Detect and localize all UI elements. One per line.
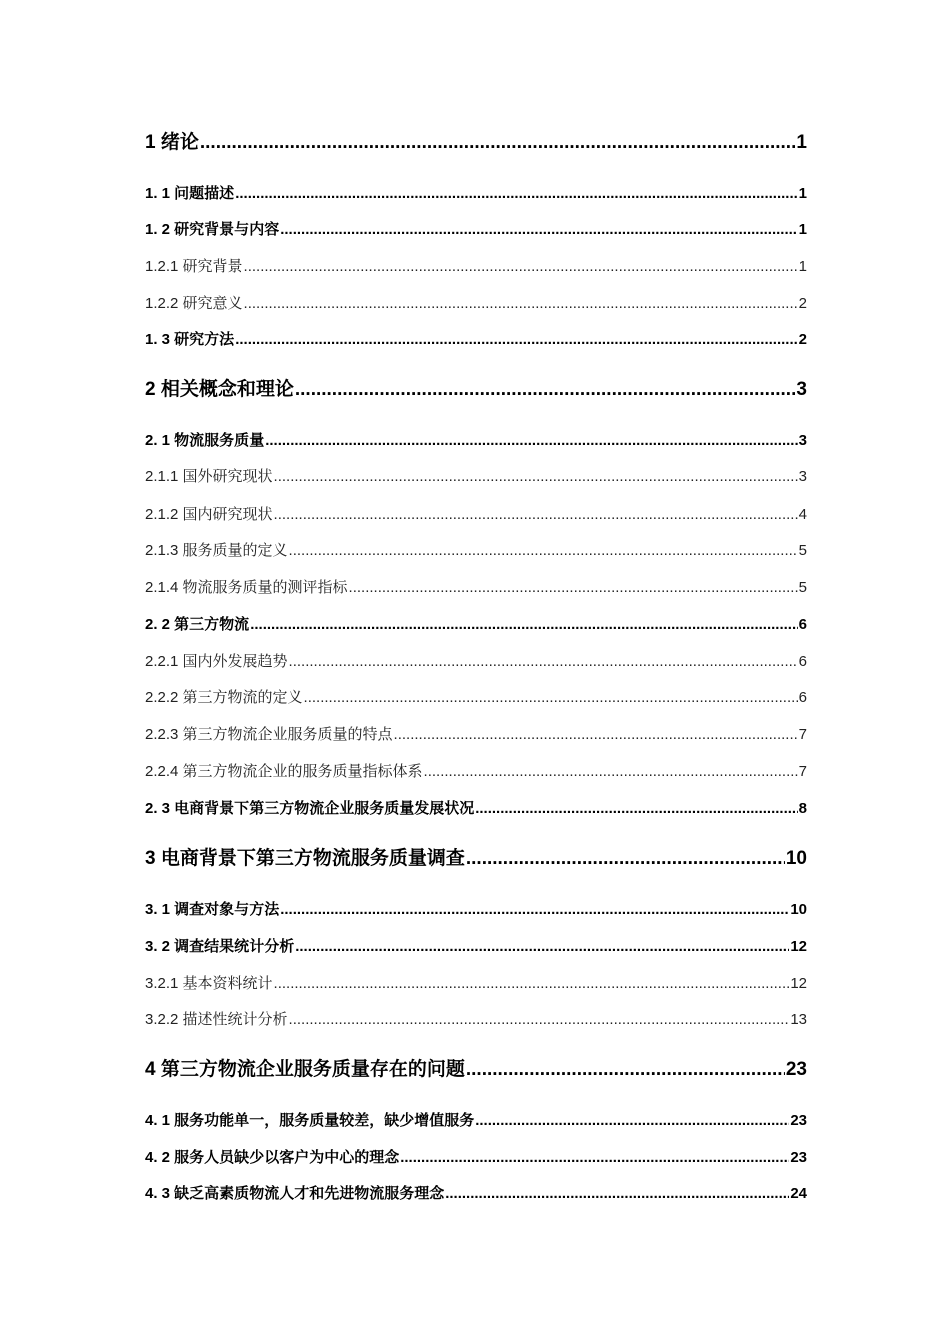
toc-entry-title: 2.1.2 国内研究现状 bbox=[145, 506, 273, 523]
toc-entry[interactable] bbox=[145, 848, 807, 870]
toc-entry[interactable] bbox=[145, 901, 807, 919]
toc-entry[interactable] bbox=[145, 295, 807, 313]
toc-entry-title: 3.2.1 基本资料统计 bbox=[145, 975, 273, 992]
toc-entry-page: 6 bbox=[798, 689, 807, 706]
toc-entry[interactable] bbox=[145, 653, 807, 671]
toc-entry[interactable] bbox=[145, 579, 807, 597]
toc-leader-dots bbox=[235, 185, 797, 203]
toc-leader-dots bbox=[244, 295, 798, 313]
toc-entry-title: 1 绪论 bbox=[145, 132, 199, 153]
toc-entry[interactable] bbox=[145, 938, 807, 956]
toc-entry-title: 2.2.1 国内外发展趋势 bbox=[145, 653, 288, 670]
toc-entry-page: 23 bbox=[790, 1112, 807, 1129]
toc-entry-title: 3. 2 调查结果统计分析 bbox=[145, 938, 295, 955]
toc-entry-page: 24 bbox=[790, 1185, 807, 1202]
toc-entry-page: 6 bbox=[798, 616, 807, 633]
toc-entry-page: 23 bbox=[785, 1059, 807, 1080]
toc-leader-dots bbox=[394, 726, 798, 744]
toc-entry[interactable] bbox=[145, 616, 807, 634]
toc-entry[interactable] bbox=[145, 468, 807, 486]
toc-entry-page: 8 bbox=[798, 800, 807, 817]
toc-entry-page: 1 bbox=[798, 258, 807, 275]
toc-entry-title: 2 相关概念和理论 bbox=[145, 379, 294, 400]
toc-entry[interactable] bbox=[145, 379, 807, 401]
toc-leader-dots bbox=[445, 1185, 789, 1203]
toc-entry-title: 1. 3 研究方法 bbox=[145, 331, 235, 348]
toc-entry-title: 2. 1 物流服务质量 bbox=[145, 432, 265, 449]
toc-leader-dots bbox=[289, 1011, 790, 1029]
toc-entry-page: 1 bbox=[798, 221, 807, 238]
toc-entry-page: 5 bbox=[798, 579, 807, 596]
toc-leader-dots bbox=[280, 901, 789, 919]
toc-leader-dots bbox=[349, 579, 798, 597]
toc-entry-title: 1. 2 研究背景与内容 bbox=[145, 221, 280, 238]
toc-entry-page: 1 bbox=[798, 185, 807, 202]
toc-entry[interactable] bbox=[145, 1011, 807, 1029]
toc-entry-title: 1.2.1 研究背景 bbox=[145, 258, 243, 275]
toc-leader-dots bbox=[274, 506, 798, 524]
toc-entry-title: 2.2.4 第三方物流企业的服务质量指标体系 bbox=[145, 763, 423, 780]
toc-entry-page: 12 bbox=[790, 938, 807, 955]
toc-entry[interactable] bbox=[145, 542, 807, 560]
toc-entry[interactable] bbox=[145, 689, 807, 707]
toc-entry-page: 6 bbox=[798, 653, 807, 670]
toc-entry[interactable] bbox=[145, 763, 807, 781]
toc-entry[interactable] bbox=[145, 258, 807, 276]
toc-leader-dots bbox=[250, 616, 797, 634]
toc-entry[interactable] bbox=[145, 975, 807, 993]
toc-leader-dots bbox=[475, 1112, 789, 1130]
toc-entry[interactable] bbox=[145, 432, 807, 450]
toc-entry-title: 3 电商背景下第三方物流服务质量调查 bbox=[145, 848, 465, 869]
toc-entry[interactable] bbox=[145, 1112, 807, 1130]
toc-entry[interactable] bbox=[145, 506, 807, 524]
toc-leader-dots bbox=[424, 763, 798, 781]
toc-leader-dots bbox=[244, 258, 798, 276]
toc-entry-title: 1. 1 问题描述 bbox=[145, 185, 235, 202]
toc-leader-dots bbox=[466, 1059, 785, 1081]
toc-entry-page: 12 bbox=[790, 975, 807, 992]
toc-entry[interactable] bbox=[145, 1149, 807, 1167]
toc-entry-page: 1 bbox=[796, 132, 807, 153]
toc-entry-title: 4. 2 服务人员缺少以客户为中心的理念 bbox=[145, 1149, 400, 1166]
toc-entry-page: 7 bbox=[798, 726, 807, 743]
toc-entry[interactable] bbox=[145, 1185, 807, 1203]
toc-leader-dots bbox=[295, 379, 796, 401]
toc-entry-page: 10 bbox=[790, 901, 807, 918]
toc-leader-dots bbox=[400, 1149, 789, 1167]
toc-entry-title: 4 第三方物流企业服务质量存在的问题 bbox=[145, 1059, 465, 1080]
toc-entry-title: 2.1.4 物流服务质量的测评指标 bbox=[145, 579, 348, 596]
toc-leader-dots bbox=[466, 848, 785, 870]
toc-leader-dots bbox=[289, 653, 798, 671]
toc-entry-page: 7 bbox=[798, 763, 807, 780]
toc-entry-page: 10 bbox=[785, 848, 807, 869]
toc-entry-title: 2.2.3 第三方物流企业服务质量的特点 bbox=[145, 726, 393, 743]
toc-leader-dots bbox=[274, 975, 790, 993]
toc-entry[interactable] bbox=[145, 221, 807, 239]
toc-entry-page: 2 bbox=[798, 295, 807, 312]
toc-leader-dots bbox=[475, 800, 797, 818]
toc-entry-page: 23 bbox=[790, 1149, 807, 1166]
toc-entry-title: 2.1.1 国外研究现状 bbox=[145, 468, 273, 485]
toc-entry-title: 2. 3 电商背景下第三方物流企业服务质量发展状况 bbox=[145, 800, 475, 817]
toc-entry-title: 2.1.3 服务质量的定义 bbox=[145, 542, 288, 559]
toc-leader-dots bbox=[295, 938, 789, 956]
toc-entry-page: 2 bbox=[798, 331, 807, 348]
toc-leader-dots bbox=[235, 331, 797, 349]
toc-entry[interactable] bbox=[145, 185, 807, 203]
toc-entry-page: 5 bbox=[798, 542, 807, 559]
toc-leader-dots bbox=[304, 689, 798, 707]
toc-entry-page: 3 bbox=[798, 432, 807, 449]
toc-entry[interactable] bbox=[145, 132, 807, 154]
toc-entry-title: 2. 2 第三方物流 bbox=[145, 616, 250, 633]
toc-entry-title: 1.2.2 研究意义 bbox=[145, 295, 243, 312]
toc-leader-dots bbox=[289, 542, 798, 560]
toc-entry[interactable] bbox=[145, 1059, 807, 1081]
toc-entry-page: 3 bbox=[798, 468, 807, 485]
toc-entry-page: 13 bbox=[790, 1011, 807, 1028]
toc-entry[interactable] bbox=[145, 800, 807, 818]
toc-entry[interactable] bbox=[145, 331, 807, 349]
toc-leader-dots bbox=[274, 468, 798, 486]
toc-entry-title: 3. 1 调查对象与方法 bbox=[145, 901, 280, 918]
toc-entry-title: 4. 3 缺乏高素质物流人才和先进物流服务理念 bbox=[145, 1185, 445, 1202]
toc-entry-title: 2.2.2 第三方物流的定义 bbox=[145, 689, 303, 706]
toc-entry-title: 3.2.2 描述性统计分析 bbox=[145, 1011, 288, 1028]
toc-entry[interactable] bbox=[145, 726, 807, 744]
toc-leader-dots bbox=[280, 221, 797, 239]
toc-leader-dots bbox=[200, 132, 796, 154]
toc-entry-page: 3 bbox=[796, 379, 807, 400]
toc-leader-dots bbox=[265, 432, 797, 450]
toc-entry-title: 4. 1 服务功能单一，服务质量较差，缺少增值服务 bbox=[145, 1112, 475, 1129]
toc-entry-page: 4 bbox=[798, 506, 807, 523]
